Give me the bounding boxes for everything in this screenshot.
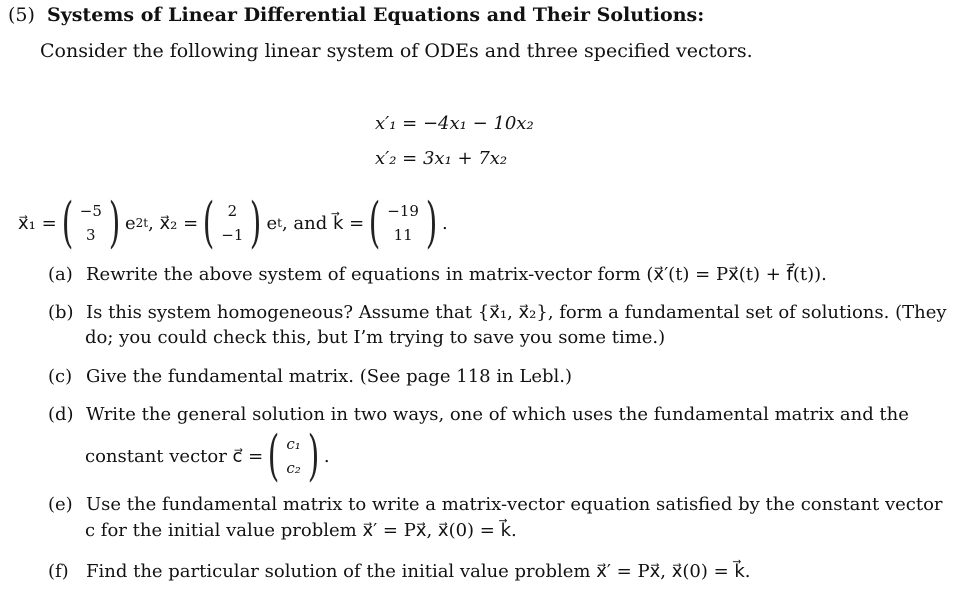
x1-top: −5 [79, 202, 102, 220]
left-paren: ( [268, 424, 280, 487]
part-d-text-2: constant vector c⃗ = [85, 445, 264, 467]
left-paren: ( [61, 191, 74, 254]
problem-heading: Systems of Linear Differential Equations and Their Solutions: [46, 4, 705, 26]
part-b-text-2: do; you could check this, but I’m trying to save you some time.) [85, 327, 666, 348]
part-d-constant-vector [85, 424, 330, 487]
part-e-label: (e) [48, 494, 73, 515]
right-paren: ) [250, 191, 262, 254]
part-f-text: Find the particular solution of the initial value problem x⃗′ = Px⃗, x⃗(0) = k⃗. [86, 561, 751, 582]
system-equation-1: x′₁ = −4x₁ − 10x₂ [375, 113, 534, 134]
x2-column-vector [221, 199, 243, 247]
x1-label: x⃗₁ = [18, 212, 57, 234]
part-d-text-1: Write the general solution in two ways, one of which uses the fundamental matrix and the [86, 404, 909, 425]
x2-exp-base: e [266, 212, 278, 234]
x2-exp-power: t [277, 216, 282, 230]
part-a-label: (a) [48, 264, 73, 285]
part-d-end: . [323, 445, 330, 467]
right-paren: ) [108, 191, 121, 254]
c-column-vector [286, 432, 300, 480]
c2: c₂ [286, 459, 301, 477]
x2-top: 2 [227, 202, 238, 220]
part-e [48, 494, 943, 515]
k-bottom: 11 [393, 226, 413, 244]
x2-bottom: −1 [221, 226, 244, 244]
part-f [48, 561, 751, 582]
part-c [48, 366, 572, 387]
k-column-vector [387, 199, 419, 247]
right-paren: ) [425, 191, 438, 254]
left-paren: ( [368, 191, 381, 254]
k-top: −19 [387, 202, 419, 220]
vectors-end: . [442, 212, 448, 234]
left-paren: ( [202, 191, 215, 254]
part-b-label: (b) [48, 302, 74, 323]
part-a-text: Rewrite the above system of equations in matrix-vector form (x⃗′(t) = Px⃗(t) + f⃗(t)). [86, 264, 827, 285]
part-d-label: (d) [48, 404, 74, 425]
part-c-label: (c) [48, 366, 73, 387]
part-e-text-2: c for the initial value problem x⃗′ = Px⃗, x⃗(0) = k⃗. [85, 520, 517, 541]
x1-exp-power: 2t [135, 216, 149, 230]
system-equation-2: x′₂ = 3x₁ + 7x₂ [375, 148, 508, 169]
problem-title [8, 4, 704, 26]
part-b [48, 302, 947, 323]
part-e-text-1: Use the fundamental matrix to write a matrix-vector equation satisfied by the constant vector [86, 494, 943, 515]
intro-text: Consider the following linear system of ODEs and three specified vectors. [40, 40, 753, 62]
problem-number: (5) [8, 4, 35, 26]
x2-label: , x⃗₂ = [148, 212, 199, 234]
right-paren: ) [307, 424, 320, 487]
x1-exp-base: e [124, 212, 136, 234]
c1: c₁ [286, 435, 301, 453]
part-d [48, 404, 909, 425]
x1-bottom: 3 [86, 226, 96, 244]
vector-definitions [18, 193, 448, 253]
k-label: , and k⃗ = [281, 212, 365, 234]
part-a [48, 264, 827, 285]
part-f-label: (f) [48, 561, 69, 582]
part-c-text: Give the fundamental matrix. (See page 118 in Lebl.) [86, 366, 573, 387]
part-b-text-1: Is this system homogeneous? Assume that {x⃗₁, x⃗₂}, form a fundamental set of solutions. (They [86, 302, 947, 323]
x1-column-vector [80, 199, 102, 247]
